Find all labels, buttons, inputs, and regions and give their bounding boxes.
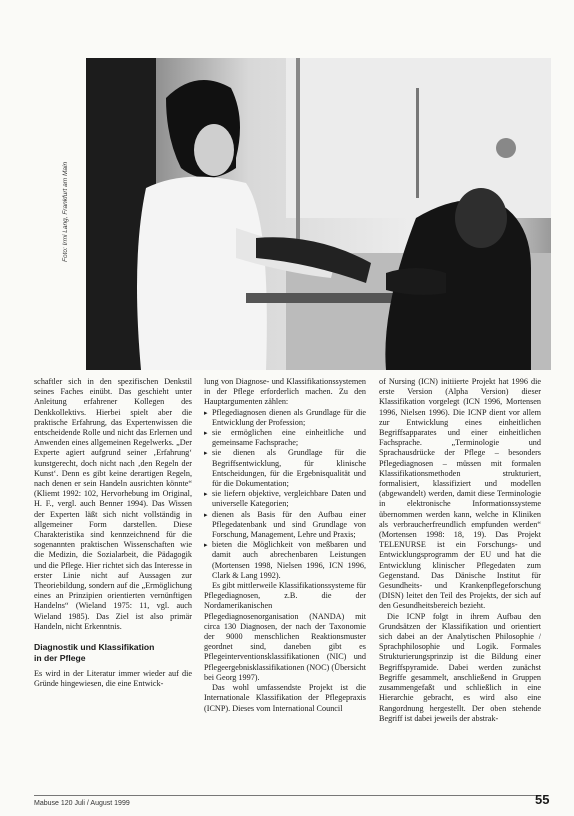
- argument-list: [204, 408, 366, 581]
- section-heading: [34, 642, 192, 663]
- photo-credit: Foto: Irmi Lang, Frankfurt am Main: [62, 161, 69, 262]
- column-1: [34, 377, 192, 689]
- paragraph: Es wird in der Literatur immer wieder auf die Gründe hingewiesen, die eine Entwick-: [34, 669, 192, 689]
- paragraph: Die ICNP folgt in ihrem Aufbau den Grundsätzen der Klassifikation und orientiert sich dabei an der Analytischen Philosophie / Sprachphilosophie und Logik. Formales Strukturierungsprinzip ist die Bildung einer Begriffspyramide. Dabei werden zunächst Begriffe gesammelt, anschließend in Gruppen zusammengefaßt und schließlich in eine Hierarchie gebracht, es wird also eine Rangordnung hergestellt. Der oben stehende Begriff ist dabei jeweils der abstrak-: [379, 611, 541, 723]
- paragraph: Es gibt mittlerweile Klassifikationssysteme für Pflegediagnosen, z.B. die der Nordamerikanischen Pflegediagnosenorganisation (NANDA) mit circa 130 Diagnosen, der nach der Taxonomie der 9000 menschlichen Reaktionsmuster geordnet sind, daneben gibt es Pflegeinterventionsklassifikationen (NIC) und Pflegeergebnisklassifikationen (NOC) (Übersicht bei Georg 1997).: [204, 581, 366, 682]
- list-item: ▸ sie dienen als Grundlage für die Begriffsentwicklung, für klinische Entscheidungen, für die Ergebnisqualität und für die Dokumentation;: [204, 448, 366, 489]
- list-item: ▸ sie ermöglichen eine einheitliche und gemeinsame Fachsprache;: [204, 428, 366, 448]
- list-item: ▸ dienen als Basis für den Aufbau einer Pflegedatenbank und sind Grundlage von Forschung, Management, Lehre und Praxis;: [204, 510, 366, 541]
- photo-illustration: [86, 58, 551, 370]
- list-item: ▸ sie liefern objektive, vergleichbare Daten und universelle Kategorien;: [204, 489, 366, 509]
- list-item: ▸ bieten die Möglichkeit von meßbaren und damit auch abrechenbaren Leistungen (Mortensen 1998, Nielsen 1996, ICN 1996, Clark & Lang 1992).: [204, 540, 366, 581]
- section-heading-line-2: in der Pflege: [34, 652, 86, 663]
- photo: [86, 58, 551, 370]
- paragraph: of Nursing (ICN) initiierte Projekt hat 1996 die erste Version (Alpha Version) dieser Klassifikation vorgelegt (ICN 1996, Mortensen 1996, Nielsen 1996). Die ICNP dient vor allem zur Entwicklung eines einheitlichen Begriffsapparates und einer einheitlichen Fachsprache. „Terminologie und Sprachausdrücke der Pflege – besonders Pflegediagnosen – müssen mit formalen Klassifikationsmethoden strukturiert, formalisiert, klassifiziert und modellen (abgewandelt) werden, damit diese Terminologie in elektronische Informationssysteme übernommen werden kann, welche in Kliniken als verbraucherfreundlich empfunden werden“ (Mortensen 1998: 18, 19). Das Projekt TELENURSE ist ein Forschungs- und Entwicklungsprogramm der EU und hat die Entwicklung klinischer Pflegedaten zum Gegenstand. Das Dänische Institut für Gesundheits- und Krankenpflegeforschung (DISN) leitet den Teil des Projekts, der sich auf den Gesundheitsbereich bezieht.: [379, 377, 541, 611]
- column-2: [204, 377, 366, 714]
- column-3: [379, 377, 541, 724]
- paragraph: lung von Diagnose- und Klassifikationssystemen in der Pflege erforderlich machen. Zu den Hauptargumenten zählen:: [204, 377, 366, 407]
- journal-footer: Mabuse 120 Juli / August 1999: [34, 800, 130, 807]
- section-heading-line-1: Diagnostik und Klassifikation: [34, 642, 155, 653]
- list-item: ▸ Pflegediagnosen dienen als Grundlage für die Entwicklung der Profession;: [204, 408, 366, 428]
- footer-divider: [34, 795, 541, 796]
- paragraph: schaftler sich in den spezifischen Denkstil seines Faches einübt. Das geschieht unter Anleitung erfahrener Kollegen des Denkkollektivs. Hierbei spielt aber die praktische Erfahrung, das Expertenwissen die entscheidende Rolle und nicht das Erlernen und Anwenden eines allgemeinen Regelwerks. „Der Experte agiert aufgrund seiner ‚Erfahrung‘ kunstgerecht, doch nicht nach ‚den Regeln der Kunst‘. Denn es gibt keine derartigen Regeln, nach denen er sein Handeln ausrichten könnte“ (Kliemt 1992: 102, Hervorhebung im Original, H. F., vergl. auch Benner 1994). Das Wissen der Experten läßt sich nicht vollständig in allgemeiner Form darstellen. Diese Charakteristika sind kennzeichnend für die sogenannten praktischen Wissenschaften wie die Medizin, die Sozialarbeit, die Pädagogik und die Pflege. Hier richtet sich das Interesse in erster Linie nicht auf Aussagen zur Theoriebildung, sondern auf die „Ermöglichung eines an Prinzipien orientierten vernünftigen Handelns“ (Wieland 1975: 11, vgl. auch Wieland 1985). Das Ziel ist also primär Handeln, nicht Erkenntnis.: [34, 377, 192, 631]
- paragraph: Das wohl umfassendste Projekt ist die Internationale Klassifikation der Pflegepraxis (ICNP). Dieses vom International Council: [204, 683, 366, 713]
- page-number: 55: [535, 792, 550, 807]
